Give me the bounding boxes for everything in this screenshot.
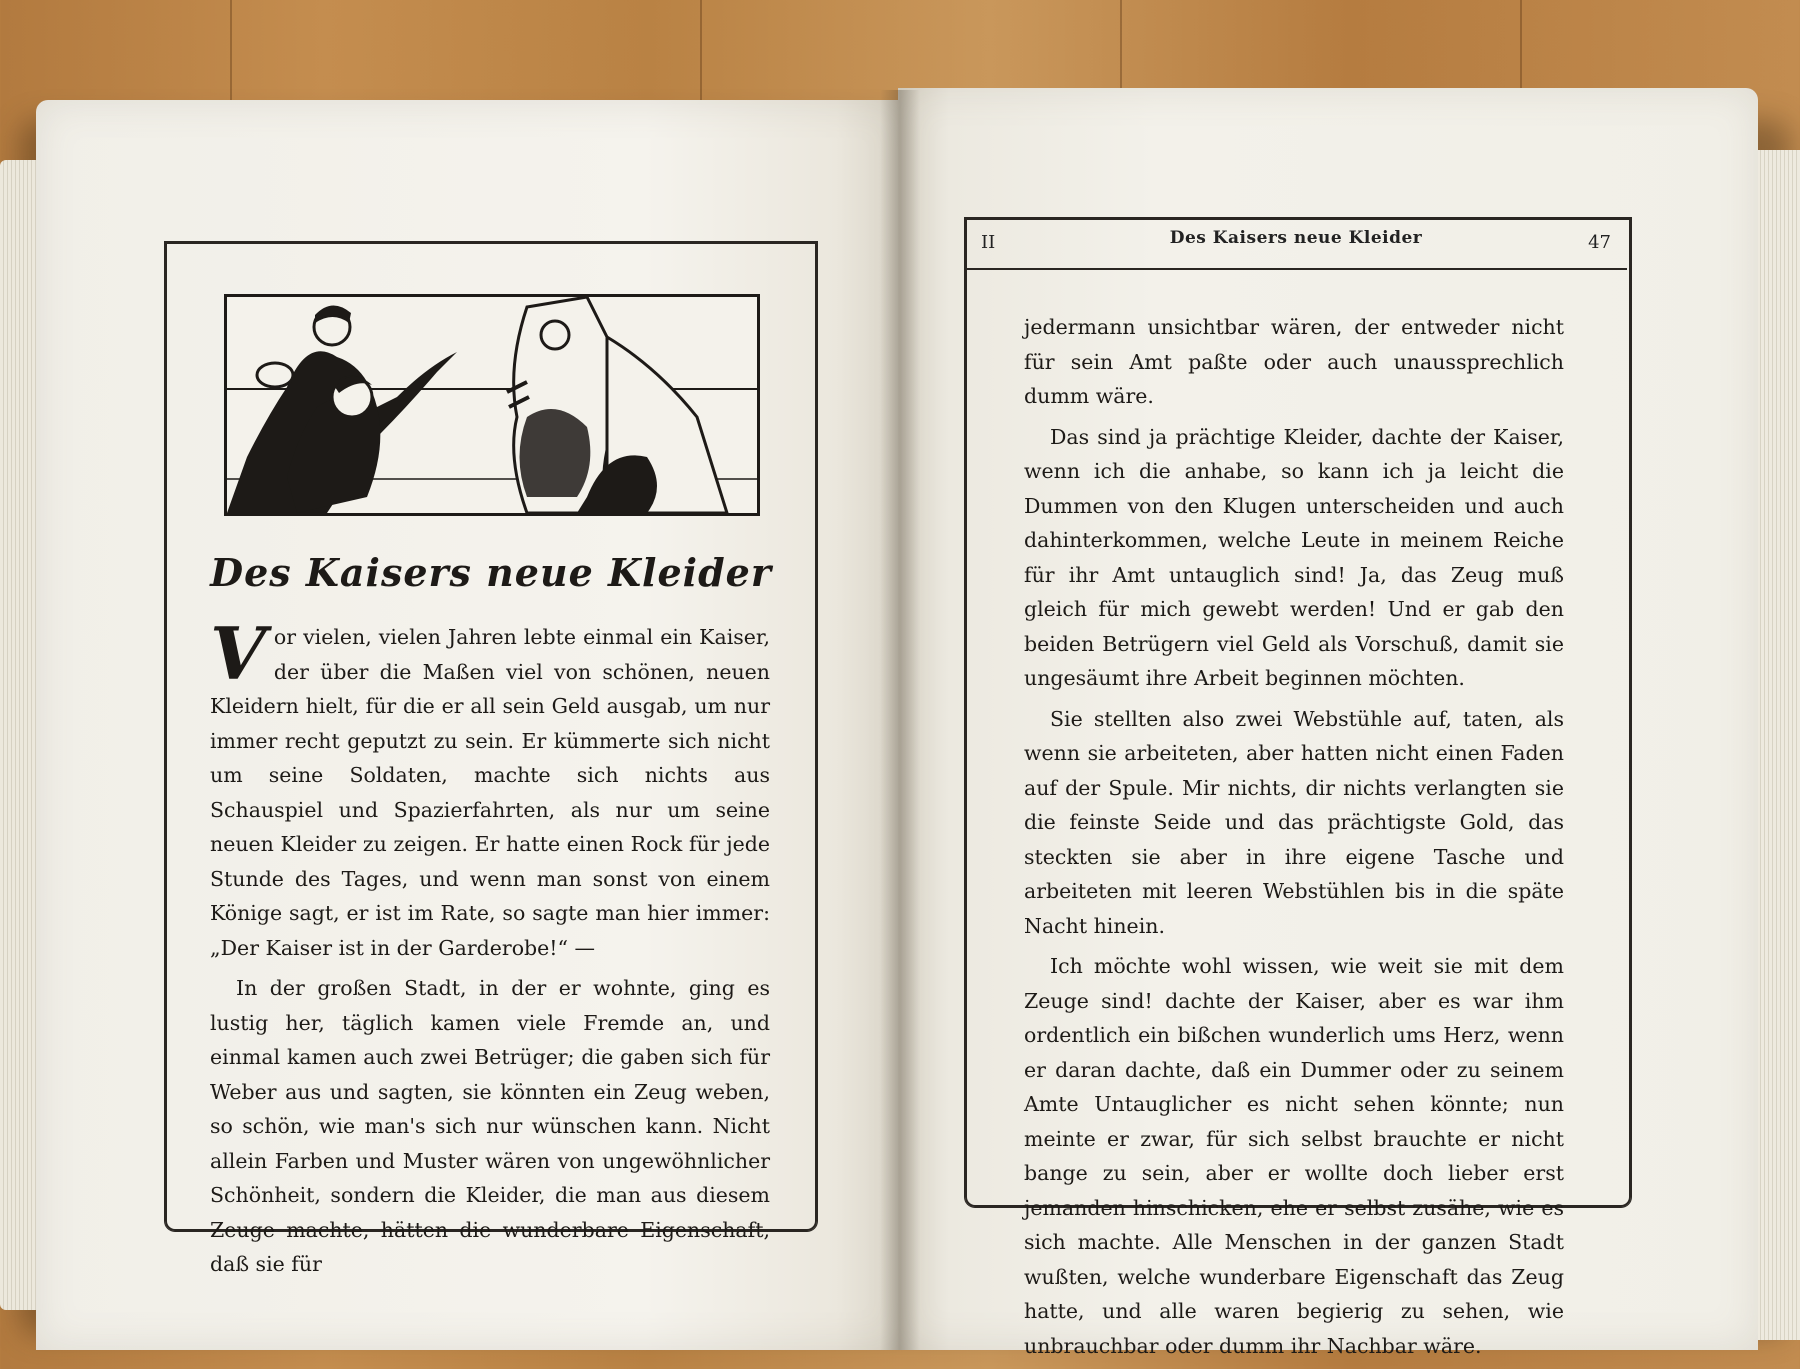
book-gutter (880, 90, 920, 1350)
chapter-number: II (981, 232, 996, 253)
running-title: Des Kaisers neue Kleider (1169, 228, 1423, 248)
left-page-text (210, 611, 770, 1288)
paragraph: Das sind ja prächtige Kleider, dachte der Kaiser, wenn ich die anhabe, so kann ich ja leicht die Dummen von den Klugen unterscheiden und auch dahinterkommen, welche Leute in meinem Reiche für ihr Amt untauglich sind! Ja, das Zeug muß gleich für mich gewebt werden! Und er gab den beiden Betrügern viel Geld als Vorschuß, damit sie ungesäumt ihre Arbeit beginnen möchten. (1024, 424, 1564, 690)
paragraph: Ich möchte wohl wissen, wie weit sie mit dem Zeuge sind! dachte der Kaiser, aber es war ihm ordentlich ein bißchen wunderlich ums Herz, wenn er daran dachte, daß ein Dummer oder zu seinem Amte Untauglicher es nicht sehen könnte; nun meinte er zwar, für sich selbst brauchte er nicht bange zu sein, aber er wollte doch lieber erst jemanden hinschicken, ehe er selbst zusähe, wie es sich machte. Alle Menschen in der ganzen Stadt wußten, welche wunderbare Eigenschaft das Zeug hatte, und alle waren begierig zu sehen, wie unbrauchbar oder dumm ihr Nachbar wäre. (1024, 954, 1564, 1358)
running-header (965, 218, 1627, 270)
story-illustration (224, 294, 760, 516)
drop-cap: V (210, 611, 266, 696)
paragraph: In der großen Stadt, in der er wohnte, ging es lustig her, täglich kamen viele Fremde an, und einmal kamen auch zwei Betrüger; die gaben sich für Weber aus und sagten, sie könnten ein Zeug weben, so schön, wie man's sich nur wünschen kann. Nicht allein Farben und Muster wären von ungewöhnlicher Schönheit, sondern die Kleider, die man aus diesem Zeuge machte, hätten die wunderbare Eigenschaft, daß sie für (210, 976, 770, 1276)
paragraph (210, 611, 770, 965)
illustration-drawing (227, 297, 757, 513)
paragraph: Sie stellten also zwei Webstühle auf, taten, als wenn sie arbeiteten, aber hatten nicht einen Faden auf der Spule. Mir nichts, dir nichts verlangten sie die feinste Seide und das prächtigste Gold, das steckten sie aber in ihre eigene Tasche und arbeiteten mit leeren Webstühlen bis in die späte Nacht hinein. (1024, 706, 1564, 938)
paragraph-text: or vielen, vielen Jahren lebte einmal ein Kaiser, der über die Maßen viel von schönen, neuen Kleidern hielt, für die er all sein Geld ausgab, um nur immer recht geputzt zu sein. Er kümmerte sich nicht um seine Soldaten, machte sich nichts aus Schauspiel und Spazierfahrten, als nur um seine neuen Kleider zu zeigen. Er hatte einen Rock für jede Stunde des Tages, und wenn man sonst von einem Könige sagt, er ist im Rate, so sagte man hier immer: „Der Kaiser ist in der Garderobe!“ — (210, 625, 770, 960)
right-page-text (1024, 310, 1564, 1369)
story-title: Des Kaisers neue Kleider (210, 550, 772, 595)
paragraph: jedermann unsichtbar wären, der entweder nicht für sein Amt paßte oder auch unaussprechlich dumm wäre. (1024, 315, 1564, 408)
page-number: 47 (1588, 232, 1611, 253)
